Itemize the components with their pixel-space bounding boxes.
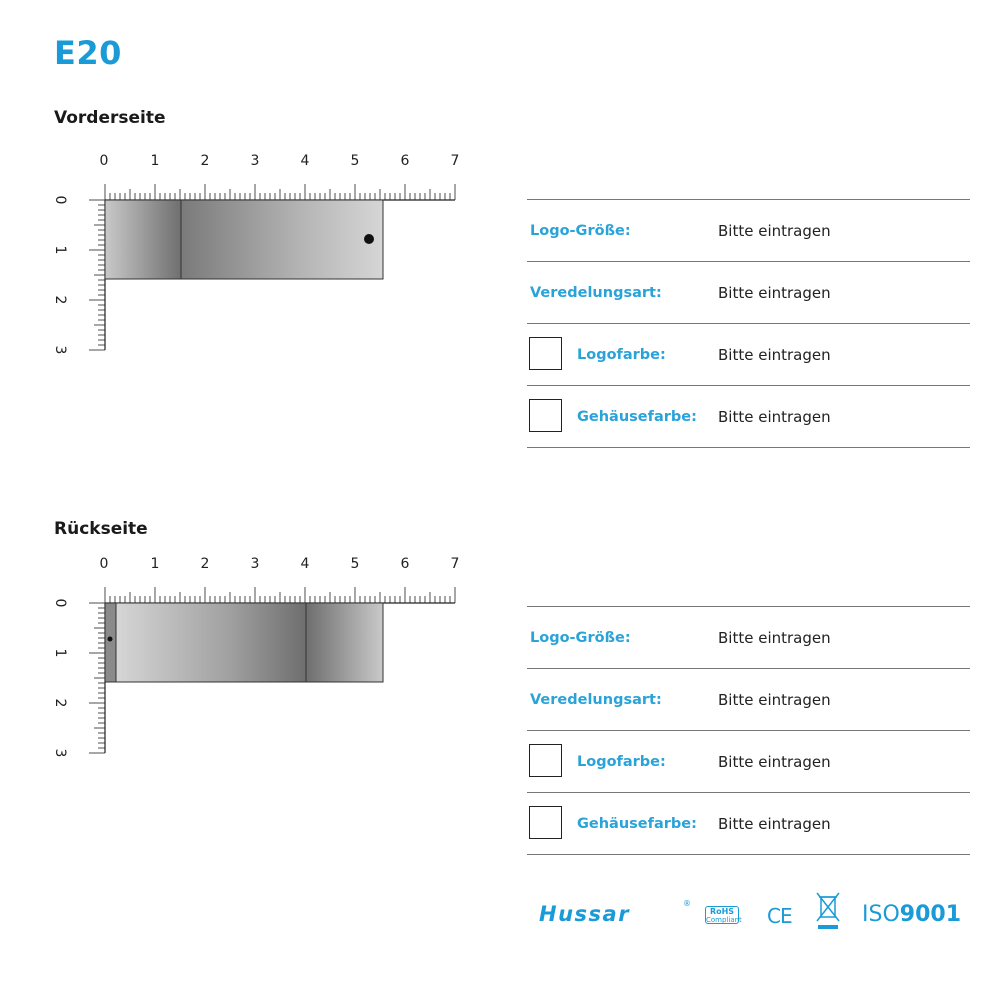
front-logo-color-checkbox[interactable] [529, 337, 562, 370]
rohs-sublabel: Compliant [706, 916, 742, 924]
iso-number: 9001 [899, 902, 962, 927]
back-row-logo-color [527, 731, 970, 793]
x-tick-label: 1 [150, 556, 160, 572]
x-tick-label: 1 [150, 153, 160, 169]
back-housing-color-checkbox[interactable] [529, 806, 562, 839]
back-row-logo-size [527, 607, 970, 669]
ce-mark: CE [767, 904, 792, 928]
back-logo-size-value[interactable]: Bitte eintragen [718, 628, 831, 647]
back-row-finishing [527, 669, 970, 731]
front-form [527, 199, 970, 448]
front-housing-color-label: Gehäusefarbe: [577, 408, 697, 425]
y-tick-label: 1 [52, 648, 68, 658]
x-tick-label: 2 [200, 556, 210, 572]
back-logo-color-label: Logofarbe: [577, 753, 666, 770]
x-tick-label: 3 [250, 556, 260, 572]
back-ruler-left-scale [89, 603, 105, 753]
back-side-heading: Rückseite [54, 519, 148, 539]
y-tick-label: 3 [52, 748, 68, 758]
registered-mark: ® [683, 899, 691, 908]
x-tick-label: 4 [300, 556, 310, 572]
front-finishing-label: Veredelungsart: [530, 284, 662, 301]
front-logo-color-value[interactable]: Bitte eintragen [718, 345, 831, 364]
front-usb-body [181, 200, 383, 279]
front-finishing-value[interactable]: Bitte eintragen [718, 283, 831, 302]
front-logo-color-label: Logofarbe: [577, 346, 666, 363]
back-row-housing-color [527, 793, 970, 855]
weee-bin-icon [815, 891, 841, 931]
y-tick-label: 0 [52, 195, 68, 205]
back-logo-color-checkbox[interactable] [529, 744, 562, 777]
x-tick-label: 5 [350, 153, 360, 169]
x-tick-label: 2 [200, 153, 210, 169]
back-logo-size-label: Logo-Größe: [530, 629, 631, 646]
front-row-logo-color [527, 324, 970, 386]
iso9001-mark [862, 902, 961, 927]
x-tick-label: 7 [450, 556, 460, 572]
rohs-label: RoHS [709, 907, 735, 916]
front-row-logo-size [527, 200, 970, 262]
back-usb-cap [306, 603, 383, 682]
y-tick-label: 2 [52, 698, 68, 708]
x-tick-label: 0 [99, 153, 109, 169]
y-tick-label: 1 [52, 245, 68, 255]
y-tick-label: 3 [52, 345, 68, 355]
iso-prefix: ISO [862, 902, 900, 927]
back-usb-hole [108, 637, 113, 642]
x-tick-label: 6 [400, 153, 410, 169]
certification-logos [535, 888, 965, 948]
front-housing-color-value[interactable]: Bitte eintragen [718, 407, 831, 426]
front-side-heading: Vorderseite [54, 108, 166, 128]
x-tick-label: 6 [400, 556, 410, 572]
x-tick-label: 5 [350, 556, 360, 572]
back-housing-color-label: Gehäusefarbe: [577, 815, 697, 832]
back-finishing-label: Veredelungsart: [530, 691, 662, 708]
page-title: E20 [54, 34, 122, 72]
front-ruler-drawing [50, 148, 460, 358]
front-usb-cap [105, 200, 182, 279]
front-housing-color-checkbox[interactable] [529, 399, 562, 432]
back-form [527, 606, 970, 855]
back-housing-color-value[interactable]: Bitte eintragen [718, 814, 831, 833]
back-ruler-drawing [50, 551, 460, 761]
back-finishing-value[interactable]: Bitte eintragen [718, 690, 831, 709]
rohs-compliant-badge [705, 906, 742, 924]
x-tick-label: 7 [450, 153, 460, 169]
y-tick-label: 0 [52, 598, 68, 608]
back-usb-strip [105, 603, 117, 682]
x-tick-label: 4 [300, 153, 310, 169]
front-logo-size-value[interactable]: Bitte eintragen [718, 221, 831, 240]
front-logo-size-label: Logo-Größe: [530, 222, 631, 239]
back-ruler-top-scale [105, 587, 455, 603]
front-row-finishing [527, 262, 970, 324]
back-logo-color-value[interactable]: Bitte eintragen [718, 752, 831, 771]
back-usb-body [116, 603, 306, 682]
front-ruler-top-scale [105, 184, 455, 200]
hussar-logo: Hussar [539, 902, 631, 926]
front-usb-hole [364, 234, 374, 244]
x-tick-label: 0 [99, 556, 109, 572]
y-tick-label: 2 [52, 295, 68, 305]
front-row-housing-color [527, 386, 970, 448]
front-ruler-left-scale [89, 200, 105, 350]
x-tick-label: 3 [250, 153, 260, 169]
